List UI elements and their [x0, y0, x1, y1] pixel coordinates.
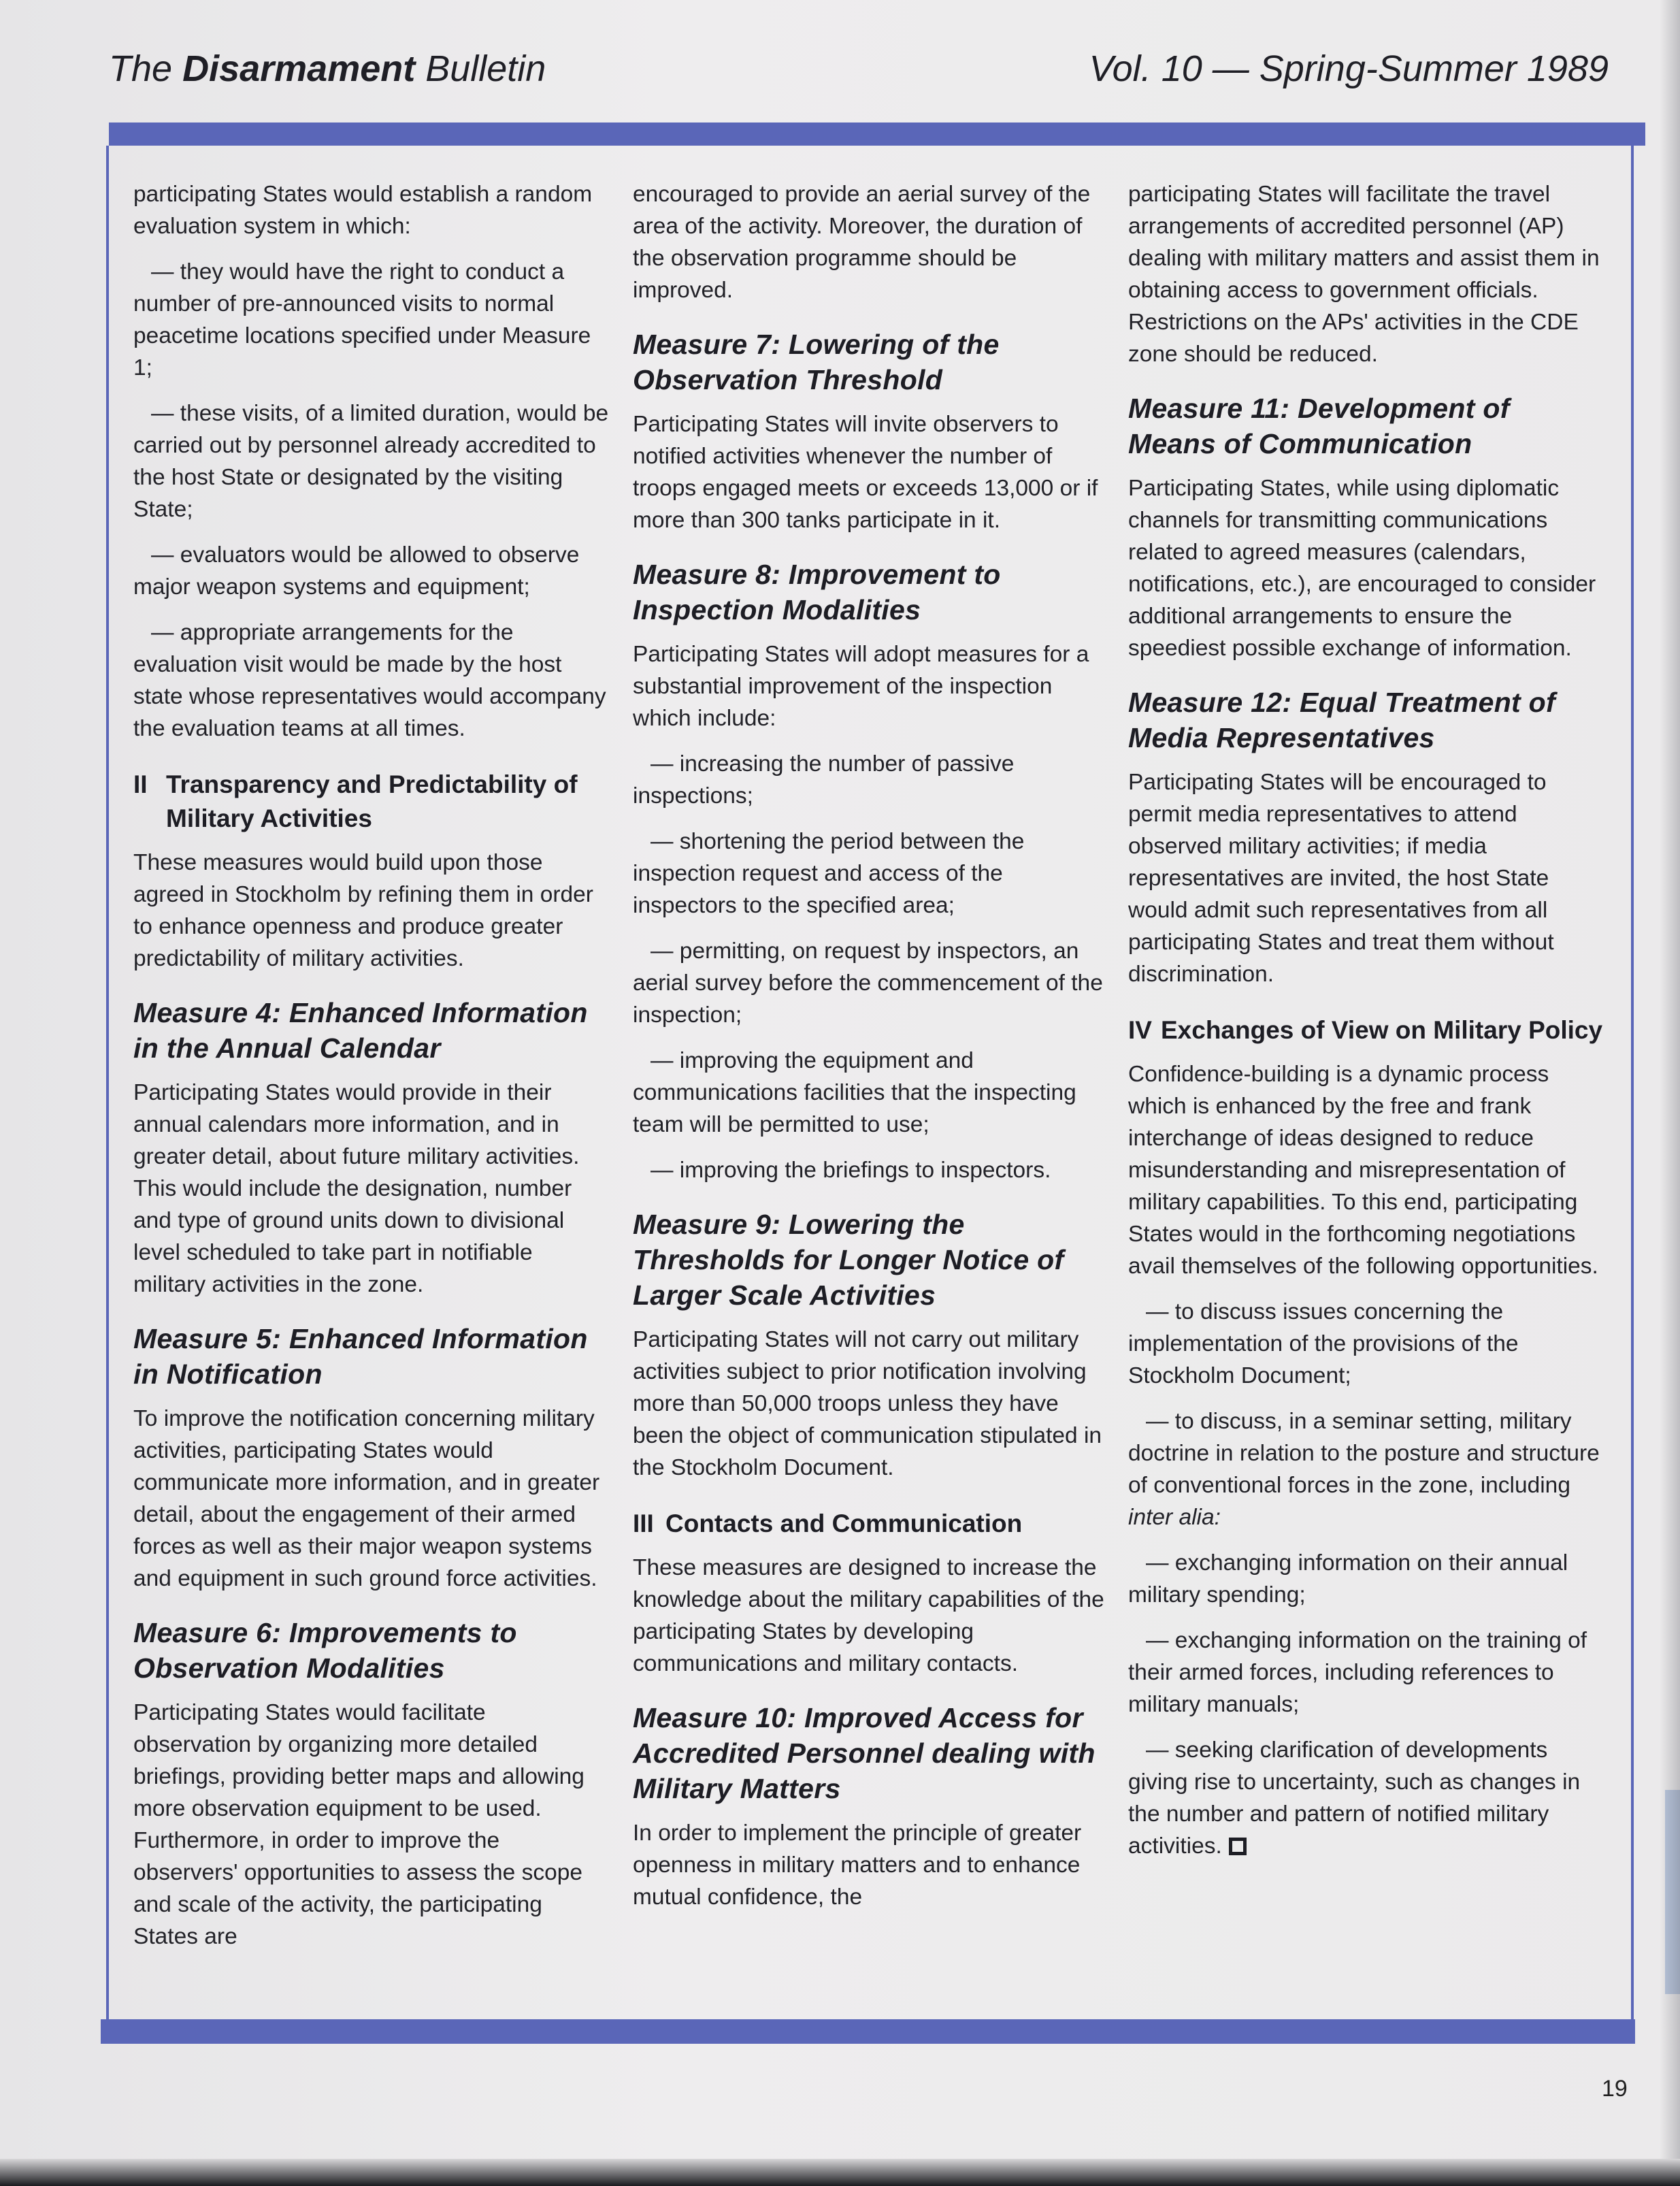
- end-of-article-icon: [1229, 1838, 1247, 1855]
- column-2: [633, 178, 1109, 1927]
- paragraph: Participating States, while using diplomatic channels for transmitting communications related to agreed measures (calendars, notifications, etc.), are encouraged to consider additional arrangements to ensure the speediest possible exchange of information.: [1128, 476, 1596, 661]
- measure-4-heading: Measure 4: Enhanced Information in the Annual Calendar: [133, 997, 588, 1064]
- column-1: [133, 178, 610, 1966]
- paragraph: These measures are designed to increase the knowledge about the military capabilities of the participating States by developing communications and military contacts.: [633, 1555, 1104, 1676]
- section-heading-2: [133, 768, 610, 836]
- inter-alia-text: inter alia:: [1128, 1505, 1221, 1530]
- section-number: III: [633, 1510, 654, 1537]
- dash-item: — improving the equipment and communications facilities that the inspecting team will be permitted to use;: [633, 1048, 1076, 1137]
- page-number: 19: [1602, 2076, 1628, 2102]
- dash-item: — appropriate arrangements for the evaluation visit would be made by the host state whose representatives would accompany the evaluation teams at all times.: [133, 620, 606, 741]
- section-title: Transparency and Predictability of Military Activities: [166, 770, 578, 832]
- dash-text: — seeking clarification of developments giving rise to uncertainty, such as changes in the number and pattern of notified military activities.: [1128, 1738, 1581, 1859]
- paragraph: participating States will facilitate the travel arrangements of accredited personnel (AP) dealing with military matters and assist them in obtaining access to government officials. Restrictions on the APs' activities in the CDE zone should be reduced.: [1128, 182, 1600, 367]
- paragraph: Participating States will invite observers to notified activities whenever the number of troops engaged meets or exceeds 13,000 or if more than 300 tanks participate in it.: [633, 412, 1098, 533]
- dash-item: — these visits, of a limited duration, would be carried out by personnel already accredited to the host State or designated by the visiting State;: [133, 401, 609, 522]
- measure-6-heading: Measure 6: Improvements to Observation Modalities: [133, 1617, 517, 1684]
- left-border: [106, 146, 109, 2021]
- publication-title: [109, 48, 546, 90]
- paragraph: encouraged to provide an aerial survey of the area of the activity. Moreover, the duration of the observation programme should be improved.: [633, 182, 1091, 303]
- section-title: Contacts and Communication: [665, 1510, 1023, 1537]
- measure-10-heading: Measure 10: Improved Access for Accredited Personnel dealing with Military Matters: [633, 1702, 1096, 1804]
- paragraph: Participating States will be encouraged to permit media representatives to attend observed military activities; if media representatives are invited, the host State would admit such representatives from all participating States and treat them without discrimination.: [1128, 770, 1554, 987]
- dash-item-last: [1128, 1734, 1604, 1862]
- paragraph: participating States would establish a random evaluation system in which:: [133, 182, 593, 239]
- title-prefix: The: [109, 48, 183, 89]
- section-number: IV: [1128, 1016, 1152, 1044]
- dash-item: — to discuss issues concerning the implementation of the provisions of the Stockholm Document;: [1128, 1299, 1519, 1388]
- paragraph: Participating States would provide in their annual calendars more information, and in greater detail, about future military activities. This would include the designation, number and type of ground units down to divisional level scheduled to take part in notifiable military activities in the zone.: [133, 1080, 580, 1297]
- dash-item: — improving the briefings to inspectors.: [650, 1158, 1051, 1183]
- measure-12-heading: Measure 12: Equal Treatment of Media Representatives: [1128, 687, 1555, 753]
- measure-8-heading: Measure 8: Improvement to Inspection Modalities: [633, 559, 1001, 625]
- dash-item: — permitting, on request by inspectors, an aerial survey before the commencement of the inspection;: [633, 939, 1103, 1028]
- paragraph: These measures would build upon those agreed in Stockholm by refining them in order to enhance openness and produce greater predictability of military activities.: [133, 850, 593, 971]
- title-suffix: Bulletin: [415, 48, 546, 89]
- paragraph: Participating States will not carry out military activities subject to prior notification involving more than 50,000 troops unless they have been the object of communication stipulated in the Stockholm Document.: [633, 1327, 1102, 1480]
- measure-11-heading: Measure 11: Development of Means of Communication: [1128, 393, 1510, 459]
- dash-item: — exchanging information on the training of their armed forces, including references to military manuals;: [1128, 1628, 1587, 1717]
- section-heading-4: [1128, 1013, 1604, 1047]
- page-bottom-edge: [0, 2159, 1680, 2186]
- issue-info: Vol. 10 — Spring-Summer 1989: [1089, 48, 1609, 89]
- measure-9-heading: Measure 9: Lowering the Thresholds for Longer Notice of Larger Scale Activities: [633, 1209, 1064, 1311]
- section-title: Exchanges of View on Military Policy: [1161, 1016, 1603, 1044]
- measure-7-heading: Measure 7: Lowering of the Observation Threshold: [633, 329, 1000, 395]
- dash-item: — evaluators would be allowed to observe major weapon systems and equipment;: [133, 542, 580, 600]
- dash-item: — increasing the number of passive inspections;: [633, 751, 1015, 809]
- dash-item: — shortening the period between the inspection request and access of the inspectors to the specified area;: [633, 829, 1025, 918]
- page-edge-shadow: [1660, 0, 1680, 2186]
- paragraph: Participating States will adopt measures for a substantial improvement of the inspection which include:: [633, 642, 1089, 731]
- paragraph: In order to implement the principle of greater openness in military matters and to enhance mutual confidence, the: [633, 1821, 1082, 1910]
- section-number: II: [133, 770, 148, 798]
- dash-item: — they would have the right to conduct a number of pre-announced visits to normal peacetime locations specified under Measure 1;: [133, 259, 591, 380]
- dash-item: — exchanging information on their annual military spending;: [1128, 1550, 1568, 1608]
- paragraph: Participating States would facilitate observation by organizing more detailed briefings, providing better maps and allowing more observation equipment to be used. Furthermore, in order to improve the observers' opportunities to assess the scope and scale of the activity, the participating States are: [133, 1700, 584, 1949]
- dash-text: — to discuss, in a seminar setting, military doctrine in relation to the posture and structure of conventional forces in the zone, including: [1128, 1409, 1600, 1498]
- paragraph: To improve the notification concerning military activities, participating States would communicate more information, and in greater detail, about the engagement of their armed forces as well as their major weapon systems and equipment in such ground force activities.: [133, 1406, 600, 1591]
- column-3: [1128, 178, 1604, 1876]
- bottom-rule: [101, 2019, 1635, 2044]
- title-brand: Disarmament: [182, 48, 416, 89]
- section-heading-3: [633, 1507, 1109, 1541]
- top-rule: [109, 123, 1645, 146]
- dash-item: [1128, 1405, 1604, 1533]
- right-border: [1631, 146, 1634, 2021]
- measure-5-heading: Measure 5: Enhanced Information in Notification: [133, 1323, 588, 1390]
- running-header: [109, 48, 1649, 102]
- paragraph: Confidence-building is a dynamic process which is enhanced by the free and frank interchange of ideas designed to reduce misunderstanding and misrepresentation of military capabilities. To this end, participating States would in the forthcoming negotiations avail themselves of the following opportunities.: [1128, 1062, 1598, 1279]
